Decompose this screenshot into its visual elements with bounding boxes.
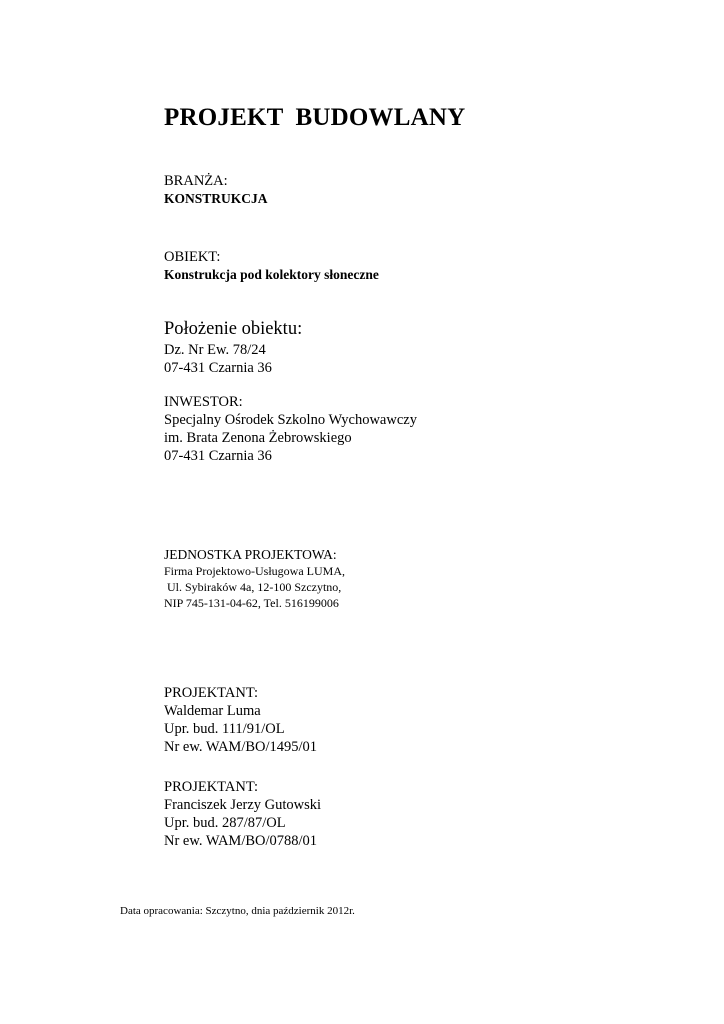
projektant2-line: Nr ew. WAM/BO/0788/01 (164, 833, 318, 849)
inwestor-label: INWESTOR: (164, 394, 243, 410)
polozenie-line: 07-431 Czarnia 36 (164, 360, 272, 376)
inwestor-line: im. Brata Zenona Żebrowskiego (164, 430, 352, 446)
polozenie-line: Dz. Nr Ew. 78/24 (164, 342, 266, 358)
projektant1-section (164, 684, 317, 756)
projektant2-section (164, 778, 321, 850)
projektant2-label: PROJEKTANT: (164, 779, 258, 795)
projektant1-label: PROJEKTANT: (164, 685, 258, 701)
inwestor-section (164, 393, 417, 465)
jednostka-line: Ul. Sybiraków 4a, 12-100 Szczytno, (164, 580, 342, 594)
branza-value: KONSTRUKCJA (164, 191, 268, 206)
polozenie-section (164, 317, 302, 377)
obiekt-section (164, 248, 379, 284)
projektant2-line: Franciszek Jerzy Gutowski (164, 797, 322, 813)
projektant1-line: Upr. bud. 111/91/OL (164, 721, 285, 737)
projektant1-line: Nr ew. WAM/BO/1495/01 (164, 739, 318, 755)
inwestor-line: Specjalny Ośrodek Szkolno Wychowawczy (164, 412, 417, 428)
branza-label: BRANŻA: (164, 173, 228, 189)
inwestor-line: 07-431 Czarnia 36 (164, 448, 272, 464)
jednostka-section (164, 546, 345, 611)
footer-date: Data opracowania: Szczytno, dnia październik 2012r. (120, 905, 355, 917)
jednostka-line: NIP 745-131-04-62, Tel. 516199006 (164, 596, 339, 610)
jednostka-line: Firma Projektowo-Usługowa LUMA, (164, 564, 345, 578)
jednostka-label: JEDNOSTKA PROJEKTOWA: (164, 547, 337, 562)
projektant1-line: Waldemar Luma (164, 703, 261, 719)
polozenie-label: Położenie obiektu: (164, 319, 303, 339)
projektant2-line: Upr. bud. 287/87/OL (164, 815, 286, 831)
branza-section (164, 172, 268, 208)
document-title: PROJEKT BUDOWLANY (164, 104, 466, 131)
obiekt-label: OBIEKT: (164, 249, 221, 265)
obiekt-value: Konstrukcja pod kolektory słoneczne (164, 267, 379, 282)
